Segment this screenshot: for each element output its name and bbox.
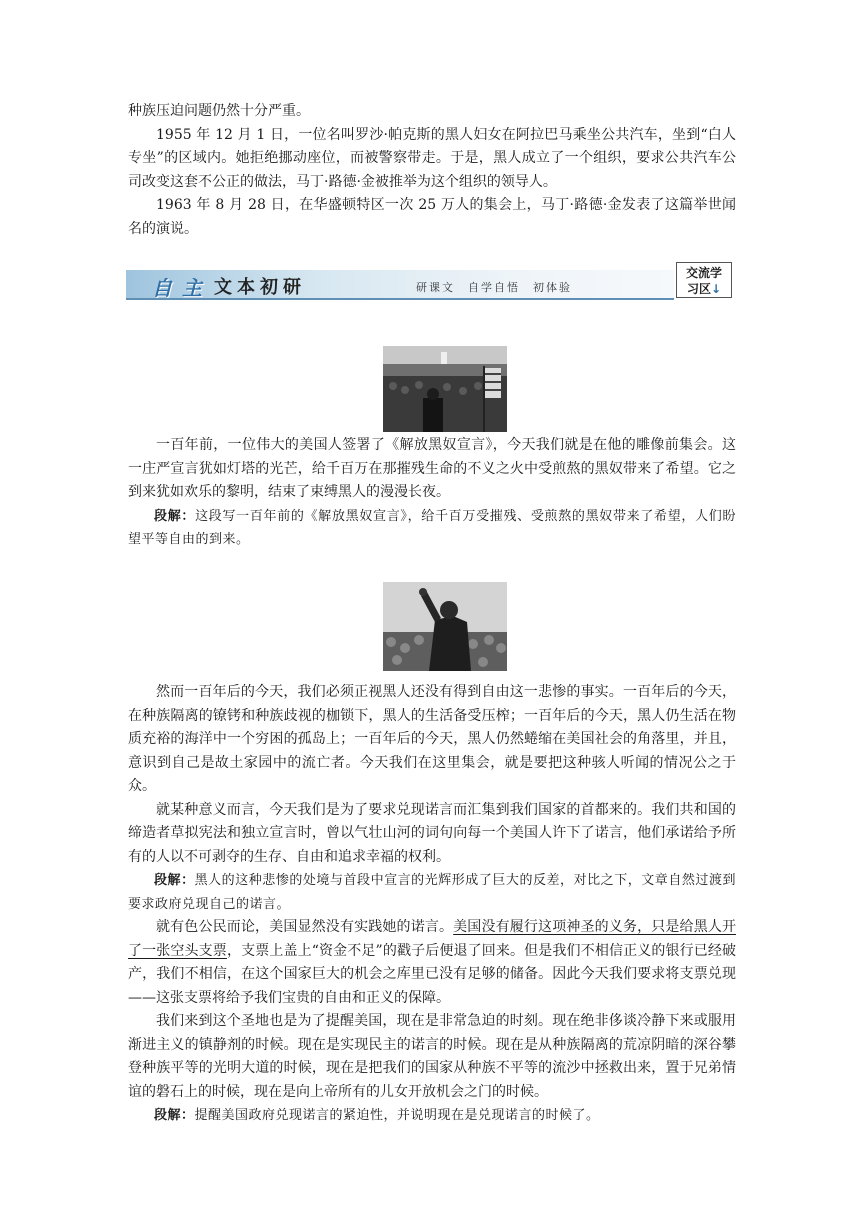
annotation-text: 这段写一百年前的《解放黑奴宣言》，给千百万受摧残、受煎熬的黑奴带来了希望，人们盼望平等自由的到来。 — [128, 508, 736, 547]
crowd-speech-photo-svg — [383, 346, 507, 432]
intro-line-0: 种族压迫问题仍然十分严重。 — [128, 103, 310, 119]
banner-zi: 自 — [152, 276, 172, 300]
annotation-label: 段解： — [154, 873, 195, 888]
section2-paragraph-3 — [128, 916, 736, 1010]
box-line-2: 习区 — [686, 282, 711, 296]
paragraph-3-rest: ，支票上盖上“资金不足”的戳子后便退了回来。但是我们不相信正义的银行已经破产，我们不相信，在这个国家巨大的机会之库里已没有足够的储备。因此今天我们要求将支票兑现——这张支票将给予我们宝贵的自由和正义的保障。 — [128, 942, 737, 1006]
down-arrow-icon: ↓ — [710, 282, 722, 296]
speaker-waving-photo-svg — [383, 582, 507, 671]
intro-paragraph-2: 1963 年 8 月 28 日，在华盛顿特区一次 25 万人的集会上，马丁·路德·金发表了这篇举世闻名的演说。 — [128, 197, 736, 237]
paragraph-3-lead: 就有色公民而论，美国显然没有实践她的诺言。 — [156, 919, 454, 935]
section2-paragraph-4: 我们来到这个圣地也是为了提醒美国，现在是非常急迫的时刻。现在绝非侈谈冷静下来或服用渐进主义的镇静剂的时候。现在是实现民主的诺言的时候。现在是从种族隔离的荒凉阴暗的深谷攀登种族平等的光明大道的时候，现在是把我们的国家从种族不平等的流沙中拯救出来，置于兄弟情谊的磐石上的时候，现在是向上帝所有的儿女开放机会之门的时候。 — [128, 1013, 736, 1100]
section2-annotation-1 — [128, 869, 736, 916]
banner-title: 文本初研 — [214, 277, 306, 298]
annotation-label: 段解： — [154, 508, 196, 524]
annotation-text: 提醒美国政府兑现诺言的紧迫性，并说明现在是兑现诺言的时候了。 — [194, 1108, 600, 1123]
speaker-waving-photo — [383, 582, 507, 671]
exchange-area-box[interactable] — [676, 262, 732, 298]
underlined-sentence: 美国没有履行这项神圣的义务，只是给黑人开了一张空头支票 — [128, 919, 737, 959]
section2-paragraph-2: 就某种意义而言，今天我们是为了要求兑现诺言而汇集到我们国家的首都来的。我们共和国的缔造者草拟宪法和独立宣言时，曾以气壮山河的词句向每一个美国人许下了诺言，他们承诺给予所有的人以不可剥夺的生存、自由和追求幸福的权利。 — [128, 801, 736, 865]
banner-zhu: 主 — [182, 276, 202, 300]
annotation-text: 黑人的这种悲惨的处境与首段中宣言的光辉形成了巨大的反差，对比之下，文章自然过渡到要求政府兑现自己的诺言。 — [128, 873, 736, 912]
section2-text — [128, 681, 736, 1128]
section-banner — [126, 262, 736, 302]
annotation-label: 段解： — [154, 1108, 195, 1123]
section1-text — [128, 434, 736, 552]
box-line-1: 交流学 — [685, 266, 722, 280]
banner-bar — [126, 270, 674, 300]
intro-paragraph-1: 1955 年 12 月 1 日，一位名叫罗沙·帕克斯的黑人妇女在阿拉巴马乘坐公共汽车，坐到“白人专坐”的区域内。她拒绝挪动座位，而被警察带走。于是，黑人成立了一个组织，要求公共汽车公司改变这套不公正的做法，马丁·路德·金被推举为这个组织的领导人。 — [128, 126, 736, 190]
section1-annotation — [128, 505, 736, 552]
section2-paragraph-1: 然而一百年后的今天，我们必须正视黑人还没有得到自由这一悲惨的事实。一百年后的今天，在种族隔离的镣铐和种族歧视的枷锁下，黑人的生活备受压榨；一百年后的今天，黑人仍生活在物质充裕的海洋中一个穷困的孤岛上；一百年后的今天，黑人仍然蜷缩在美国社会的角落里，并且，意识到自己是故土家园中的流亡者。今天我们在这里集会，就是要把这种骇人听闻的情况公之于众。 — [128, 684, 736, 794]
section1-paragraph-1: 一百年前，一位伟大的美国人签署了《解放黑奴宣言》，今天我们就是在他的雕像前集会。这一庄严宣言犹如灯塔的光芒，给千百万在那摧残生命的不义之火中受煎熬的黑奴带来了希望。它之到来犹如欢乐的黎明，结束了束缚黑人的漫漫长夜。 — [128, 437, 736, 500]
intro-text — [128, 100, 736, 241]
section2-annotation-2 — [128, 1104, 736, 1128]
banner-subtitle: 研课文 自学自悟 初体验 — [416, 281, 572, 294]
crowd-speech-photo — [383, 346, 507, 432]
